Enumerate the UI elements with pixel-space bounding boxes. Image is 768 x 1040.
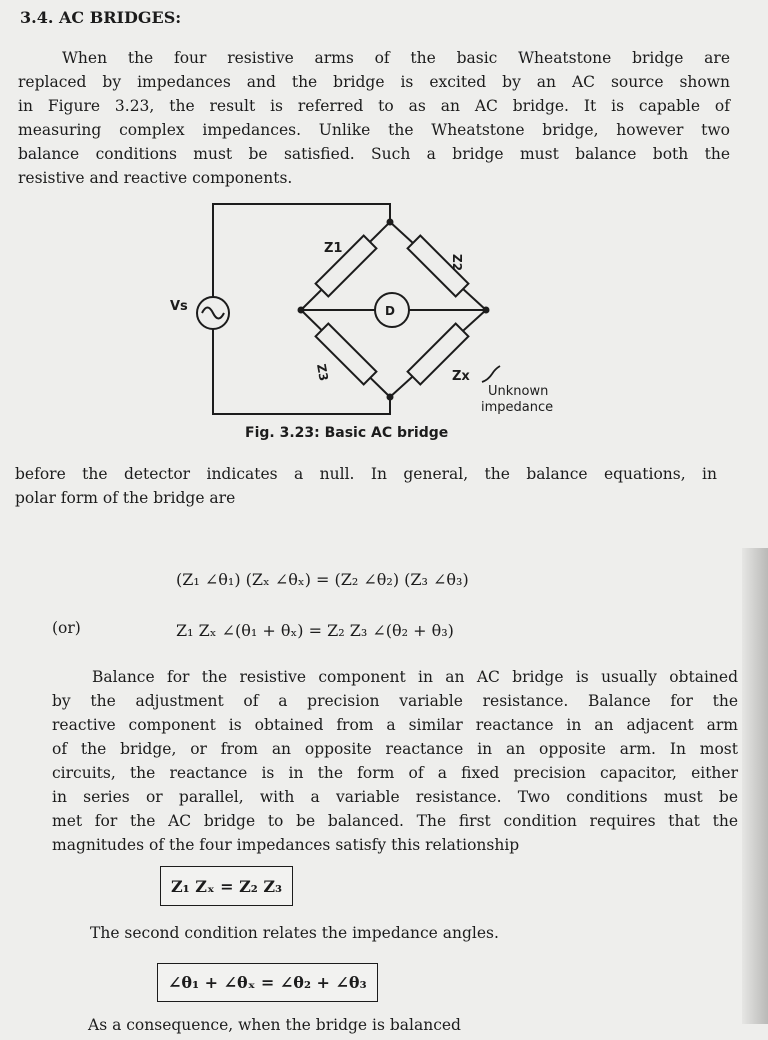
text-line: When the four resistive arms of the basic Wheatstone bridge are bbox=[62, 49, 730, 67]
text-line: Balance for the resistive component in an AC bridge is usually obtained bbox=[92, 668, 738, 686]
z1-label: Z1 bbox=[324, 241, 343, 256]
text-line: in Figure 3.23, the result is referred to as an AC bridge. It is capable of bbox=[18, 97, 730, 115]
detector-label: D bbox=[385, 304, 395, 318]
node-right bbox=[483, 307, 490, 314]
text-line: met for the AC bridge to be balanced. The first condition requires that the bbox=[52, 812, 738, 830]
z3-label: Z3 bbox=[314, 362, 331, 383]
unknown-label-line2: impedance bbox=[481, 400, 554, 415]
or-label: (or) bbox=[52, 619, 81, 637]
balance-equation-combined: Z₁ Zₓ ∠(θ₁ + θₓ) = Z₂ Z₃ ∠(θ₂ + θ₃) bbox=[176, 621, 454, 640]
zx-label: Zx bbox=[452, 369, 470, 384]
text-line: resistive and reactive components. bbox=[18, 169, 293, 187]
ac-bridge-diagram bbox=[160, 192, 580, 424]
text-line: by the adjustment of a precision variable resistance. Balance for the bbox=[52, 692, 738, 710]
magnitude-condition-box: Z₁ Zₓ = Z₂ Z₃ bbox=[160, 866, 293, 906]
section-title: 3.4. AC BRIDGES: bbox=[20, 8, 182, 27]
balance-intro-paragraph bbox=[15, 462, 717, 510]
text-line: polar form of the bridge are bbox=[15, 489, 236, 507]
figure-caption: Fig. 3.23: Basic AC bridge bbox=[245, 425, 449, 441]
text-line: replaced by impedances and the bridge is excited by an AC source shown bbox=[18, 73, 730, 91]
page-edge-shadow bbox=[742, 548, 768, 1024]
text-line: magnitudes of the four impedances satisfy this relationship bbox=[52, 836, 520, 854]
text-line: before the detector indicates a null. In general, the balance equations, in bbox=[15, 465, 717, 483]
text-line: reactive component is obtained from a similar reactance in an adjacent arm bbox=[52, 716, 738, 734]
second-condition-text: The second condition relates the impedance angles. bbox=[90, 924, 499, 942]
text-line: in series or parallel, with a variable resistance. Two conditions must be bbox=[52, 788, 738, 806]
cut-off-text-line: As a consequence, when the bridge is balanced bbox=[88, 1016, 461, 1034]
intro-paragraph bbox=[18, 46, 730, 190]
ac-bridge-figure bbox=[160, 192, 580, 428]
node-left bbox=[298, 307, 305, 314]
text-line: measuring complex impedances. Unlike the Wheatstone bridge, however two bbox=[18, 121, 730, 139]
source-label: Vs bbox=[170, 299, 188, 314]
node-top bbox=[387, 219, 394, 226]
unknown-pointer bbox=[482, 366, 500, 382]
angle-condition-box: ∠θ₁ + ∠θₓ = ∠θ₂ + ∠θ₃ bbox=[157, 963, 378, 1002]
node-bottom bbox=[387, 394, 394, 401]
text-line: balance conditions must be satisfied. Such a bridge must balance both the bbox=[18, 145, 730, 163]
unknown-label-line1: Unknown bbox=[488, 384, 549, 399]
balance-equation-polar: (Z₁ ∠θ₁) (Zₓ ∠θₓ) = (Z₂ ∠θ₂) (Z₃ ∠θ₃) bbox=[176, 570, 469, 589]
z2-label: Z2 bbox=[450, 254, 464, 272]
text-line: of the bridge, or from an opposite reactance in an opposite arm. In most bbox=[52, 740, 738, 758]
balance-conditions-paragraph bbox=[52, 665, 738, 857]
text-line: circuits, the reactance is in the form of a fixed precision capacitor, either bbox=[52, 764, 738, 782]
